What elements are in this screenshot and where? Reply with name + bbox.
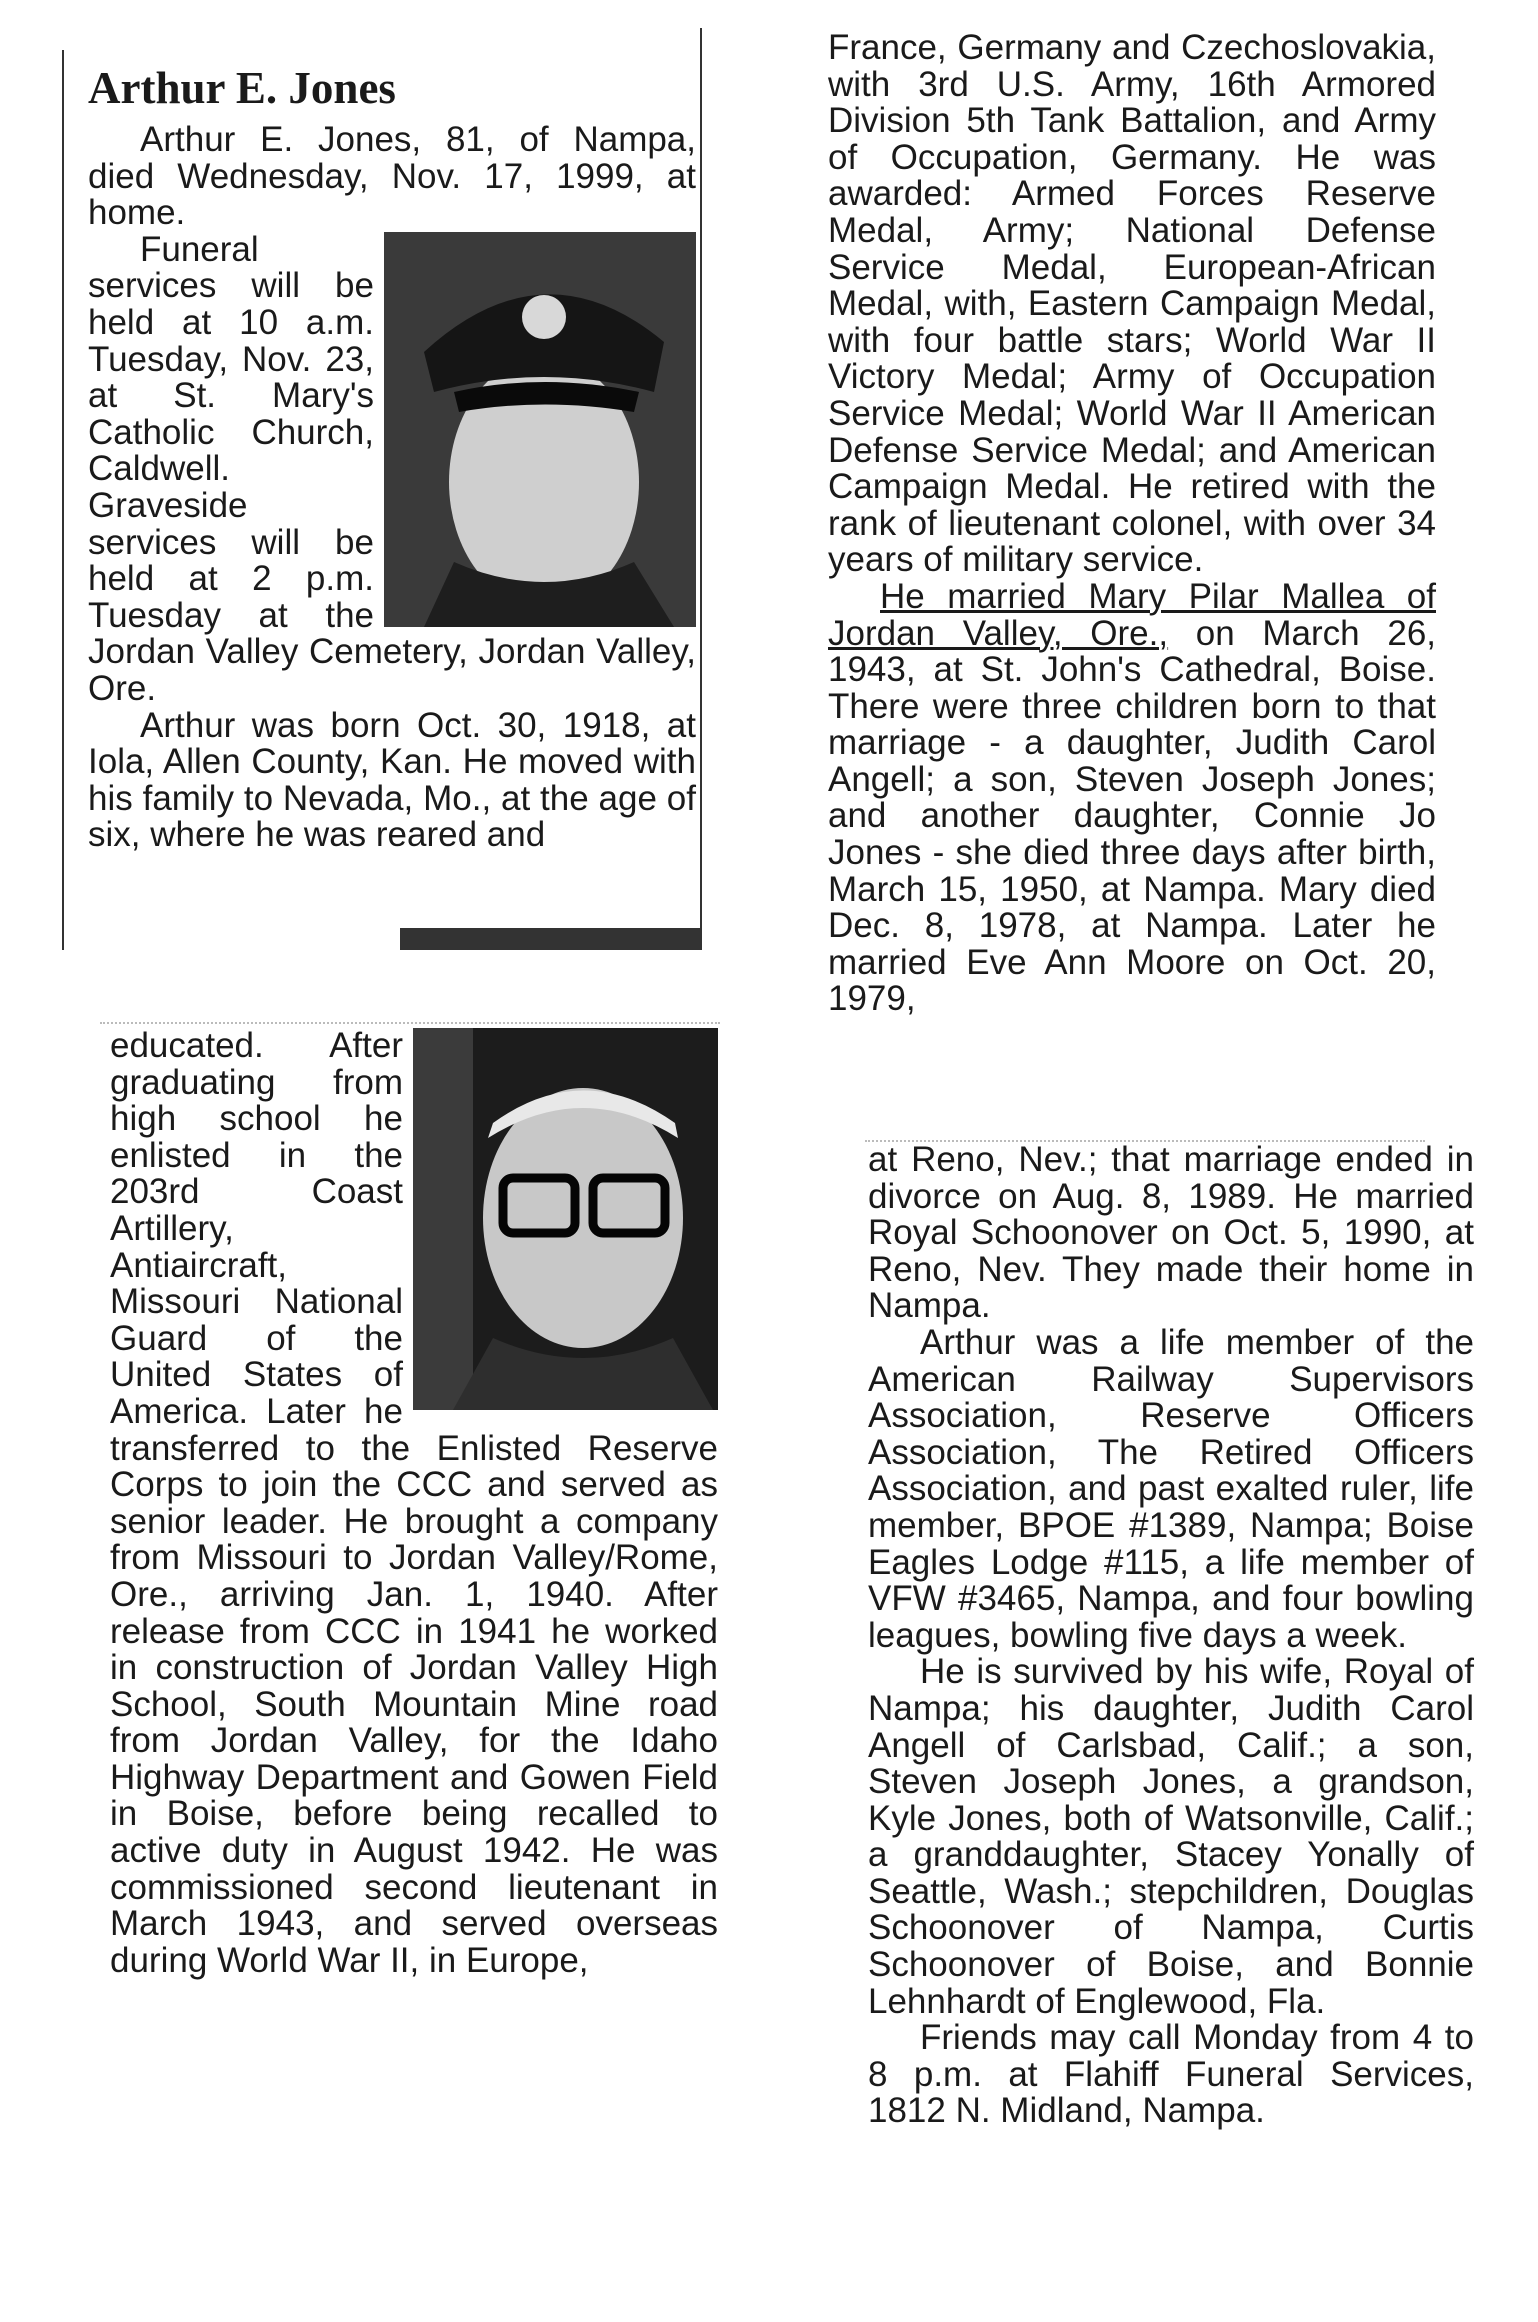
clipping-right-rule bbox=[700, 28, 702, 948]
portrait-with-glasses bbox=[413, 1028, 718, 1410]
paragraph-military-career: educated. After graduating from high school he enlisted in the 203rd Coast Artillery, Antiaircraft, Missouri National Guard of the United States of America. Later he transferred to the Enlisted Reserve Corps to join the CCC and served as senior leader. He brought a company from Missouri to Jordan Valley/Rome, Ore., arriving Jan. 1, 1940. After release from CCC in 1941 he worked in construction of Jordan Valley High School, South Mountain Mine road from Jordan Valley, for the Idaho Highway Department and Gowen Field in Boise, before being recalled to active duty in August 1942. He was commissioned second lieutenant in March 1943, and served overseas during World War II, in Europe, bbox=[110, 1026, 718, 1980]
clipping-left-rule bbox=[62, 50, 64, 950]
underlined-spouse-name: He married Mary Pilar Mallea of Jordan Valley, Ore., bbox=[828, 576, 1436, 653]
paragraph-visitation: Friends may call Monday from 4 to 8 p.m. at Flahiff Funeral Services, 1812 N. Midland, Nampa. bbox=[868, 2018, 1474, 2131]
paragraph-first-marriage bbox=[828, 576, 1437, 1019]
obituary-column-2-upper bbox=[828, 30, 1436, 1018]
paragraph-later-marriages: at Reno, Nev.; that marriage ended in divorce on Aug. 8, 1989. He married Royal Schoonover on Oct. 5, 1990, at Reno, Nev. They made their home in Nampa. bbox=[868, 1140, 1474, 1326]
obituary-column-2-lower bbox=[868, 1142, 1474, 2130]
obituary-title: Arthur E. Jones bbox=[88, 63, 396, 113]
photo-portrait-glasses bbox=[413, 1028, 718, 1410]
paragraph-memberships: Arthur was a life member of the American Railway Supervisors Association, Reserve Officers Association, The Retired Officers Association, and past exalted ruler, life member, BPOE #1389, Nampa; Boise Eagles Lodge #115, a life member of VFW #3465, Nampa, and four bowling leagues, bowling five days a week. bbox=[868, 1322, 1474, 1655]
obituary-column-1-lower bbox=[110, 1028, 718, 1979]
crop-edge-lower bbox=[100, 1022, 720, 1024]
portrait-in-uniform bbox=[384, 232, 696, 627]
obituary-column-1-upper bbox=[88, 62, 696, 854]
clipping-bottom-rule bbox=[400, 928, 702, 950]
paragraph-birth: Arthur was born Oct. 30, 1918, at Iola, Allen County, Kan. He moved with his family to Nevada, Mo., at the age of six, where he was reared and bbox=[88, 705, 696, 855]
photo-uniform-portrait bbox=[384, 232, 696, 627]
paragraph-service-medals: France, Germany and Czechoslovakia, with 3rd U.S. Army, 16th Armored Division 5th Tank Battalion, and Army of Occupation, Germany. He was awarded: Armed Forces Reserve Medal, Army; National Defense Service Medal, European-African Medal, with, Eastern Campaign Medal, with four battle stars; World War II Victory Medal; Army of Occupation Service Medal; World War II American Defense Service Medal; and American Campaign Medal. He retired with the rank of lieutenant colonel, with over 34 years of military service. bbox=[828, 28, 1436, 580]
paragraph-survivors: He is survived by his wife, Royal of Nampa; his daughter, Judith Carol Angell of Carlsbad, Calif.; a son, Steven Joseph Jones, a grandson, Kyle Jones, both of Watsonville, Calif.; a granddaughter, Stacey Yonally of Seattle, Wash.; stepchildren, Douglas Schoonover of Nampa, Curtis Schoonover of Boise, and Bonnie Lehnhardt of Englewood, Fla. bbox=[868, 1652, 1474, 2021]
marriage-details: on March 26, 1943, at St. John's Cathedral, Boise. There were three children born to that marriage - a daughter, Judith Carol Angell; a son, Steven Joseph Jones; and another daughter, Connie Jo Jones - she died three days after birth, March 15, 1950, at Nampa. Mary died Dec. 8, 1978, at Nampa. Later he married Eve Ann Moore on Oct. 20, 1979, bbox=[828, 613, 1437, 1019]
paragraph-funeral-services: Funeral services will be held at 10 a.m. Tuesday, Nov. 23, at St. Mary's Catholic Church, Caldwell. Graveside services will be held at 2 p.m. Tuesday at the Jordan Valley Cemetery, Jordan Valley, Ore. bbox=[88, 229, 696, 708]
paragraph-death-notice: Arthur E. Jones, 81, of Nampa, died Wednesday, Nov. 17, 1999, at home. bbox=[88, 120, 696, 233]
